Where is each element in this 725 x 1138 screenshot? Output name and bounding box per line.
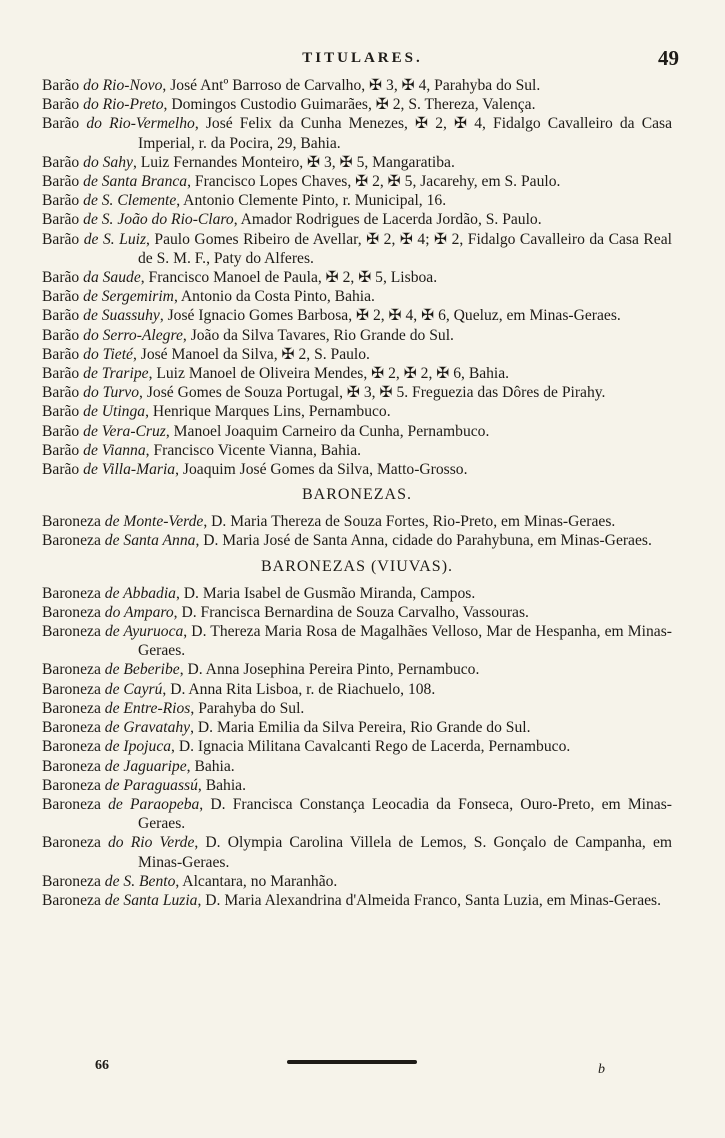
list-item (42, 718, 672, 737)
entry-title: Baroneza (42, 757, 105, 775)
entry-place: do Rio-Preto (83, 96, 164, 114)
entry-details: , D. Ignacia Militana Cavalcanti Rego de Lacerda, Pernambuco. (171, 738, 571, 756)
list-item (42, 306, 672, 325)
entry-place: de Paraopeba (108, 795, 200, 813)
list-item (42, 460, 672, 479)
entry-details: , Alcantara, no Maranhão. (175, 872, 338, 890)
entry-place: de Beberibe (104, 661, 180, 679)
entry-place: de Paraguassú (104, 776, 198, 794)
list-item (42, 153, 672, 172)
entry-title: Baroneza (42, 532, 105, 550)
list-item (42, 622, 672, 660)
entry-details: , Luiz Manoel de Oliveira Mendes, ✠ 2, ✠ 2, ✠ 6, Bahia. (148, 365, 510, 383)
page-content (42, 76, 672, 910)
entry-place: de Vianna (83, 441, 146, 459)
entry-details: , José Gomes de Souza Portugal, ✠ 3, ✠ 5. Freguezia das Dôres de Pirahy. (139, 384, 606, 402)
list-item (42, 210, 672, 229)
entry-place: de Sergemirim (83, 288, 174, 306)
list-item (42, 737, 672, 756)
list-item (42, 441, 672, 460)
list-item (42, 891, 672, 910)
entry-details: , Parahyba do Sul. (190, 699, 305, 717)
entry-details: , Bahia. (197, 776, 246, 794)
list-item (42, 584, 672, 603)
entry-place: de Jaguaripe (104, 757, 187, 775)
entry-details: , D. Francisca Bernardina de Souza Carvalho, Vassouras. (173, 603, 529, 621)
entry-place: de Santa Luzia (104, 891, 198, 909)
list-item (42, 76, 672, 95)
list-item (42, 603, 672, 622)
list-item (42, 383, 672, 402)
entry-details: , José Manoel da Silva, ✠ 2, S. Paulo. (132, 345, 370, 363)
running-head: TITULARES. (302, 50, 423, 66)
entry-details: , D. Anna Rita Lisboa, r. de Riachuelo, 108. (162, 680, 436, 698)
entry-place: de Villa-Maria (83, 461, 176, 479)
entry-details: , D. Maria Thereza de Souza Fortes, Rio-Preto, em Minas-Geraes. (203, 513, 616, 531)
entry-title: Barão (42, 269, 84, 287)
entry-details: , Bahia. (186, 757, 235, 775)
footer-rule (287, 1060, 417, 1064)
page-footer (0, 1052, 725, 1082)
entry-title: Barão (42, 422, 84, 440)
entry-place: do Serro-Alegre (83, 326, 183, 344)
entry-details: , José Antº Barroso de Carvalho, ✠ 3, ✠ 4, Parahyba do Sul. (162, 77, 541, 94)
entry-details: , D. Anna Josephina Pereira Pinto, Pernambuco. (179, 661, 480, 679)
entry-place: de Suassuhy (83, 307, 160, 325)
list-item (42, 776, 672, 795)
entry-details: , Francisco Lopes Chaves, ✠ 2, ✠ 5, Jacarehy, em S. Paulo. (187, 173, 561, 191)
list-item (42, 699, 672, 718)
entry-place: de Monte-Verde (104, 513, 204, 531)
entry-details: , Antonio da Costa Pinto, Bahia. (173, 288, 375, 306)
section-heading-baronezas: BARONEZAS. (301, 486, 412, 504)
list-item (42, 757, 672, 776)
entry-title: Barão (42, 192, 84, 210)
list-item (42, 422, 672, 441)
entry-place: do Rio Verde (108, 834, 195, 852)
section-heading-viuvas: BARONEZAS (VIUVAS). (260, 557, 454, 575)
entry-title: Barão (42, 230, 84, 248)
entry-details: , Luiz Fernandes Monteiro, ✠ 3, ✠ 5, Mangaratiba. (132, 153, 455, 171)
entry-place: do Rio-Novo (83, 77, 163, 94)
list-item (42, 364, 672, 383)
baronezas-list (42, 512, 672, 550)
entry-place: de Santa Anna (104, 532, 196, 550)
list-item (42, 345, 672, 364)
entry-place: do Sahy (83, 153, 133, 171)
signature-mark: 66 (95, 1058, 109, 1073)
entry-details: , D. Maria Emilia da Silva Pereira, Rio Grande do Sul. (190, 719, 531, 737)
entry-title: Barão (42, 153, 84, 171)
entry-place: de S. Clemente (83, 192, 177, 210)
list-item (42, 402, 672, 421)
list-item (42, 512, 672, 531)
entry-title: Barão (42, 77, 84, 94)
entry-place: do Amparo (104, 603, 174, 621)
entry-place: de S. Luiz (83, 230, 147, 248)
entry-title: Baroneza (42, 513, 105, 531)
list-item (42, 114, 672, 152)
entry-title: Barão (42, 211, 84, 229)
page-number: 49 (658, 46, 679, 70)
entry-details: , Manoel Joaquim Carneiro da Cunha, Pernambuco. (165, 422, 490, 440)
entry-details: , D. Maria José de Santa Anna, cidade do Parahybuna, em Minas-Geraes. (195, 532, 652, 550)
entry-details: , José Felix da Cunha Menezes, ✠ 2, ✠ 4, Fidalgo Cavalleiro da Casa Imperial, r. da Pocira, 29, Bahia. (138, 115, 672, 152)
entry-title: Baroneza (42, 872, 105, 890)
entry-details: , José Ignacio Gomes Barbosa, ✠ 2, ✠ 4, ✠ 6, Queluz, em Minas-Geraes. (159, 307, 621, 325)
entry-place: de Utinga (83, 403, 146, 421)
entry-place: de Entre-Rios (104, 699, 191, 717)
entry-details: , D. Thereza Maria Rosa de Magalhães Velloso, Mar de Hespanha, em Minas-Geraes. (138, 623, 672, 660)
entry-title: Barão (42, 326, 84, 344)
entry-place: do Rio-Vermelho (86, 115, 195, 133)
entry-place: de Vera-Cruz (83, 422, 166, 440)
list-item (42, 95, 672, 114)
entry-place: do Tieté (83, 345, 133, 363)
entry-details: , D. Maria Alexandrina d'Almeida Franco, Santa Luzia, em Minas-Geraes. (197, 891, 662, 909)
entry-title: Barão (42, 96, 84, 114)
list-item (42, 191, 672, 210)
list-item (42, 795, 672, 833)
entry-place: de Gravatahy (104, 719, 191, 737)
entry-place: de Santa Branca (83, 173, 188, 191)
entry-title: Barão (42, 461, 84, 479)
entry-details: , Amador Rodrigues de Lacerda Jordão, S. Paulo. (233, 211, 542, 229)
entry-title: Baroneza (42, 834, 108, 852)
entry-details: , Paulo Gomes Ribeiro de Avellar, ✠ 2, ✠ 4; ✠ 2, Fidalgo Cavalleiro da Casa Real de S. M. F., Paty do Alferes. (138, 230, 672, 267)
list-item (42, 531, 672, 550)
entry-details: , Francisco Vicente Vianna, Bahia. (145, 441, 362, 459)
list-item (42, 287, 672, 306)
entry-title: Baroneza (42, 738, 105, 756)
entry-place: de S. Bento (104, 872, 176, 890)
entry-details: , Joaquim José Gomes da Silva, Matto-Grosso. (175, 461, 468, 479)
entry-title: Baroneza (42, 891, 105, 909)
entry-details: , João da Silva Tavares, Rio Grande do Sul. (182, 326, 454, 344)
entry-details: , D. Olympia Carolina Villela de Lemos, S. Gonçalo de Campanha, em Minas-Geraes. (138, 834, 672, 871)
list-item (42, 680, 672, 699)
list-item (42, 268, 672, 287)
entry-place: do Turvo (83, 384, 140, 402)
footer-mark: b (598, 1062, 605, 1077)
list-item (42, 872, 672, 891)
entry-details: , D. Maria Isabel de Gusmão Miranda, Campos. (175, 584, 476, 602)
entry-title: Barão (42, 307, 84, 325)
entry-title: Baroneza (42, 795, 109, 813)
barons-list (42, 76, 672, 479)
entry-title: Barão (42, 441, 84, 459)
entry-title: Barão (42, 173, 84, 191)
viuvas-list (42, 584, 672, 910)
entry-title: Baroneza (42, 584, 105, 602)
entry-details: , D. Francisca Constança Leocadia da Fonseca, Ouro-Preto, em Minas-Geraes. (138, 795, 672, 833)
entry-title: Baroneza (42, 776, 105, 794)
entry-title: Barão (42, 115, 87, 133)
entry-details: , Francisco Manoel de Paula, ✠ 2, ✠ 5, Lisboa. (140, 269, 438, 287)
list-item (42, 660, 672, 679)
entry-title: Baroneza (42, 719, 105, 737)
entry-title: Barão (42, 403, 84, 421)
entry-title: Baroneza (42, 603, 105, 621)
entry-place: de Ayuruoca (104, 623, 184, 641)
entry-title: Barão (42, 288, 84, 306)
entry-place: de Abbadia (104, 584, 176, 602)
list-item (42, 326, 672, 345)
entry-details: , Domingos Custodio Guimarães, ✠ 2, S. Thereza, Valença. (163, 96, 536, 114)
entry-title: Barão (42, 345, 84, 363)
entry-place: de Traripe (83, 365, 149, 383)
entry-details: , Antonio Clemente Pinto, r. Municipal, 16. (176, 192, 447, 210)
list-item (42, 172, 672, 191)
entry-title: Baroneza (42, 680, 105, 698)
entry-place: da Saude (83, 269, 141, 287)
entry-title: Baroneza (42, 661, 105, 679)
entry-title: Barão (42, 365, 84, 383)
entry-title: Baroneza (42, 699, 105, 717)
entry-place: de Cayrú (104, 680, 163, 698)
entry-title: Baroneza (42, 623, 105, 641)
entry-place: de S. João do Rio-Claro (83, 211, 234, 229)
entry-place: de Ipojuca (104, 738, 172, 756)
page-header (0, 44, 725, 72)
list-item (42, 833, 672, 871)
entry-title: Barão (42, 384, 84, 402)
list-item (42, 230, 672, 268)
entry-details: , Henrique Marques Lins, Pernambuco. (145, 403, 391, 421)
